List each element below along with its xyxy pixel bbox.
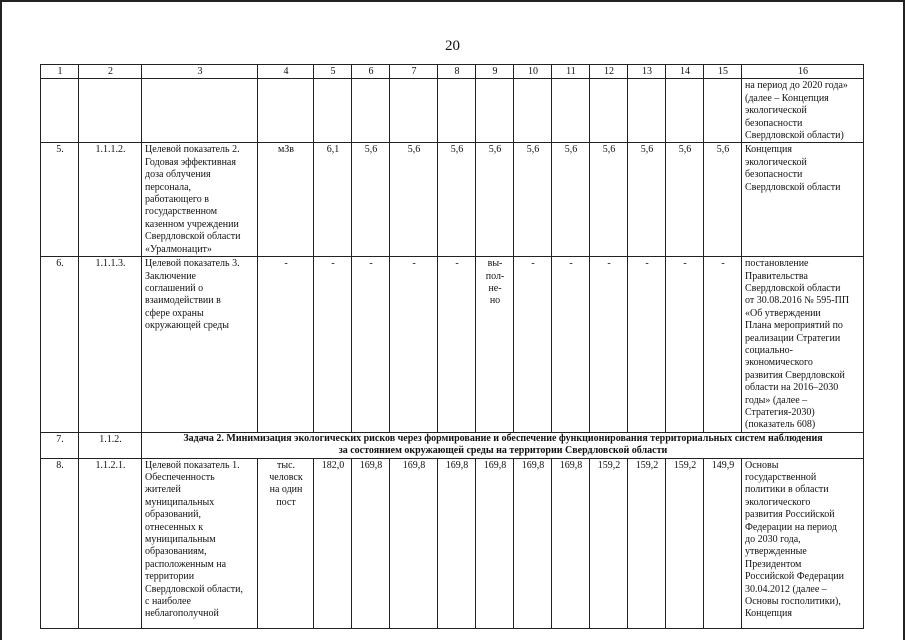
value-cell: 5,6: [590, 143, 628, 257]
unit: -: [258, 257, 314, 433]
value-cell: -: [514, 257, 552, 433]
value-cell: -: [590, 257, 628, 433]
value-cell: 5,6: [552, 143, 590, 257]
column-number: 10: [514, 65, 552, 79]
table-row: [41, 257, 864, 433]
value-cell: 169,8: [390, 458, 438, 628]
indicators-table: [40, 64, 864, 629]
value-cell: 5,6: [352, 143, 390, 257]
column-number: 14: [666, 65, 704, 79]
row-code: 1.1.2.1.: [79, 458, 142, 628]
indicator-name: Целевой показатель 1. Обеспеченность жителей муниципальных образований, отнесенных к муниципальным образованиям, расположенным на территории Свердловской области, с наиболее неблагополучной: [142, 458, 258, 628]
value-cell-done: вы- пол- не- но: [476, 257, 514, 433]
value-cell: 5,6: [514, 143, 552, 257]
value-cell: 169,8: [552, 458, 590, 628]
source-cell: на период до 2020 года» (далее – Концепция экологической безопасности Свердловской области): [742, 79, 864, 143]
value-cell: 5,6: [476, 143, 514, 257]
column-number: 5: [314, 65, 352, 79]
row-code: 1.1.1.2.: [79, 143, 142, 257]
value-cell: 182,0: [314, 458, 352, 628]
value-cell: 169,8: [514, 458, 552, 628]
value-cell: -: [552, 257, 590, 433]
column-number: 4: [258, 65, 314, 79]
source-cell: Основы государственной политики в области экологического развития Российской Федерации на период до 2030 года, утвержденные Президентом Российской Федерации 30.04.2012 (далее – Основы госполитики), Концепция: [742, 458, 864, 628]
column-number: 8: [438, 65, 476, 79]
page-number: 20: [445, 38, 460, 54]
value-cell: 159,2: [666, 458, 704, 628]
value-cell: 169,8: [352, 458, 390, 628]
column-number: 6: [352, 65, 390, 79]
value-cell: -: [352, 257, 390, 433]
table-row: [41, 143, 864, 257]
value-cell: 5,6: [628, 143, 666, 257]
unit: мЗв: [258, 143, 314, 257]
value-cell: -: [628, 257, 666, 433]
column-number: 16: [742, 65, 864, 79]
column-number: 1: [41, 65, 79, 79]
table-row-task: [41, 432, 864, 458]
column-number: 3: [142, 65, 258, 79]
value-cell: -: [390, 257, 438, 433]
task-title: Задача 2. Минимизация экологических рисков через формирование и обеспечение функционирования территориальных систем наблюдения за состоянием окружающей среды на территории Свердловской области: [142, 432, 864, 458]
value-cell: 5,6: [390, 143, 438, 257]
table-row-continuation: [41, 79, 864, 143]
source-cell: постановление Правительства Свердловской области от 30.08.2016 № 595-ПП «Об утверждении Плана мероприятий по реализации Стратегии социально- экономического развития Свердловской области на 2016–2030 годы» (далее – Стратегия-2030) (показатель 608): [742, 257, 864, 433]
value-cell: 169,8: [438, 458, 476, 628]
row-number: 6.: [41, 257, 79, 433]
value-cell: -: [438, 257, 476, 433]
column-number: 2: [79, 65, 142, 79]
value-cell: -: [666, 257, 704, 433]
row-code: 1.1.2.: [79, 432, 142, 458]
value-cell: 169,8: [476, 458, 514, 628]
row-code: 1.1.1.3.: [79, 257, 142, 433]
value-cell: 5,6: [438, 143, 476, 257]
value-cell: 159,2: [590, 458, 628, 628]
indicator-name: Целевой показатель 3. Заключение соглашений о взаимодействии в сфере охраны окружающей среды: [142, 257, 258, 433]
column-number: 15: [704, 65, 742, 79]
table-row: [41, 458, 864, 628]
value-cell: -: [704, 257, 742, 433]
column-number: 7: [390, 65, 438, 79]
column-number: 12: [590, 65, 628, 79]
indicator-name: Целевой показатель 2. Годовая эффективная доза облучения персонала, работающего в государственном казенном учреждении Свердловской области «Уралмонацит»: [142, 143, 258, 257]
value-cell: -: [314, 257, 352, 433]
row-number: 8.: [41, 458, 79, 628]
column-numbers-row: [41, 65, 864, 79]
column-number: 9: [476, 65, 514, 79]
column-number: 13: [628, 65, 666, 79]
value-cell: 5,6: [704, 143, 742, 257]
source-cell: Концепция экологической безопасности Свердловской области: [742, 143, 864, 257]
row-number: 5.: [41, 143, 79, 257]
value-cell: 159,2: [628, 458, 666, 628]
column-number: 11: [552, 65, 590, 79]
value-cell: 5,6: [666, 143, 704, 257]
row-number: 7.: [41, 432, 79, 458]
value-cell: 149,9: [704, 458, 742, 628]
unit: тыс. человск на один пост: [258, 458, 314, 628]
value-cell: 6,1: [314, 143, 352, 257]
